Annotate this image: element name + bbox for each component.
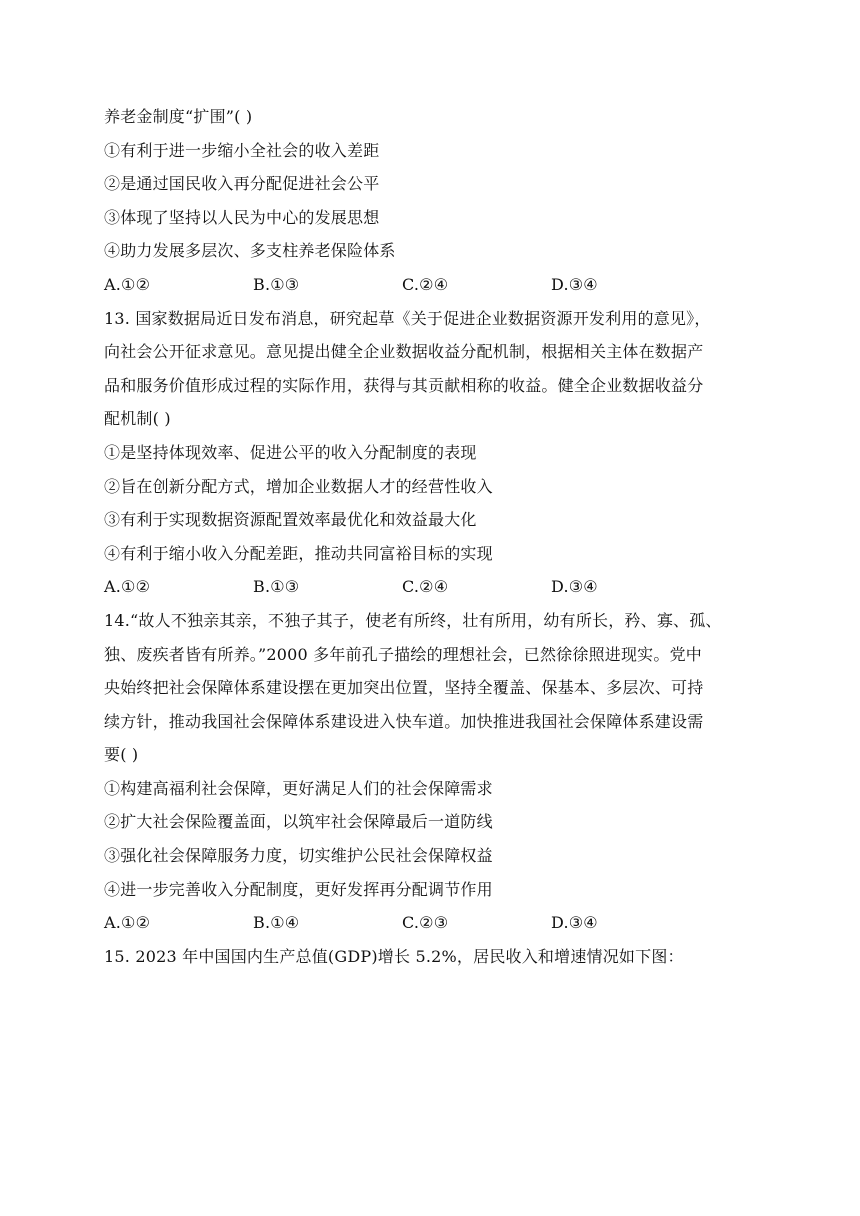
question-stem-line: 要( ) — [104, 745, 139, 765]
question-stem-line: 向社会公开征求意见。意见提出健全企业数据收益分配机制，根据相关主体在数据产 — [104, 342, 704, 362]
question-stem-line: 养老金制度“扩围”( ) — [104, 107, 253, 126]
page-content — [104, 100, 776, 973]
question-stem-line: 14.“故人不独亲其亲，不独子其子，使老有所终，壮有所用，幼有所长，矜、寡、孤、 — [104, 610, 722, 630]
question-stem-line: 独、废疾者皆有所养。”2000 多年前孔子描绘的理想社会，已然徐徐照进现实。党中 — [104, 644, 702, 664]
choice-statement: ④助力发展多层次、多支柱养老保险体系 — [104, 241, 396, 261]
question-12 — [104, 100, 776, 302]
question-stem-line: 配机制( ) — [104, 409, 171, 429]
choice-statement: ①构建高福利社会保障，更好满足人们的社会保障需求 — [104, 778, 493, 798]
option-d: D.③④ — [551, 913, 598, 933]
option-d: D.③④ — [551, 274, 598, 294]
question-15 — [104, 940, 776, 974]
choice-statement: ③有利于实现数据资源配置效率最优化和效益最大化 — [104, 510, 477, 530]
option-b: B.①④ — [253, 913, 300, 933]
answer-options — [104, 906, 776, 940]
question-13 — [104, 302, 776, 604]
choice-statement: ②是通过国民收入再分配促进社会公平 — [104, 174, 380, 194]
option-b: B.①③ — [253, 274, 300, 294]
question-stem-line: 13. 国家数据局近日发布消息，研究起草《关于促进企业数据资源开发利用的意见》， — [104, 308, 711, 328]
option-c: C.②④ — [402, 577, 449, 597]
answer-options — [104, 268, 776, 302]
choice-statement: ②扩大社会保险覆盖面，以筑牢社会保障最后一道防线 — [104, 812, 493, 832]
question-stem-line: 央始终把社会保障体系建设摆在更加突出位置，坚持全覆盖、保基本、多层次、可持 — [104, 678, 704, 698]
choice-statement: ③体现了坚持以人民为中心的发展思想 — [104, 207, 380, 227]
choice-statement: ②旨在创新分配方式，增加企业数据人才的经营性收入 — [104, 476, 493, 496]
choice-statement: ③强化社会保障服务力度，切实维护公民社会保障权益 — [104, 846, 493, 866]
question-14 — [104, 604, 776, 940]
option-c: C.②④ — [402, 274, 449, 294]
question-stem-line: 续方针，推动我国社会保障体系建设进入快车道。加快推进我国社会保障体系建设需 — [104, 711, 704, 731]
choice-statement: ④有利于缩小收入分配差距，推动共同富裕目标的实现 — [104, 543, 493, 563]
option-b: B.①③ — [253, 577, 300, 597]
choice-statement: ①是坚持体现效率、促进公平的收入分配制度的表现 — [104, 442, 477, 462]
choice-statement: ①有利于进一步缩小全社会的收入差距 — [104, 140, 380, 160]
option-a: A.①② — [104, 274, 151, 294]
answer-options — [104, 570, 776, 604]
question-stem-line: 15. 2023 年中国国内生产总值(GDP)增长 5.2%，居民收入和增速情况如下图： — [104, 946, 684, 966]
option-a: A.①② — [104, 577, 151, 597]
option-a: A.①② — [104, 913, 151, 933]
choice-statement: ④进一步完善收入分配制度，更好发挥再分配调节作用 — [104, 879, 493, 899]
question-stem-line: 品和服务价值形成过程的实际作用，获得与其贡献相称的收益。健全企业数据收益分 — [104, 375, 704, 395]
option-d: D.③④ — [551, 577, 598, 597]
option-c: C.②③ — [402, 913, 449, 933]
